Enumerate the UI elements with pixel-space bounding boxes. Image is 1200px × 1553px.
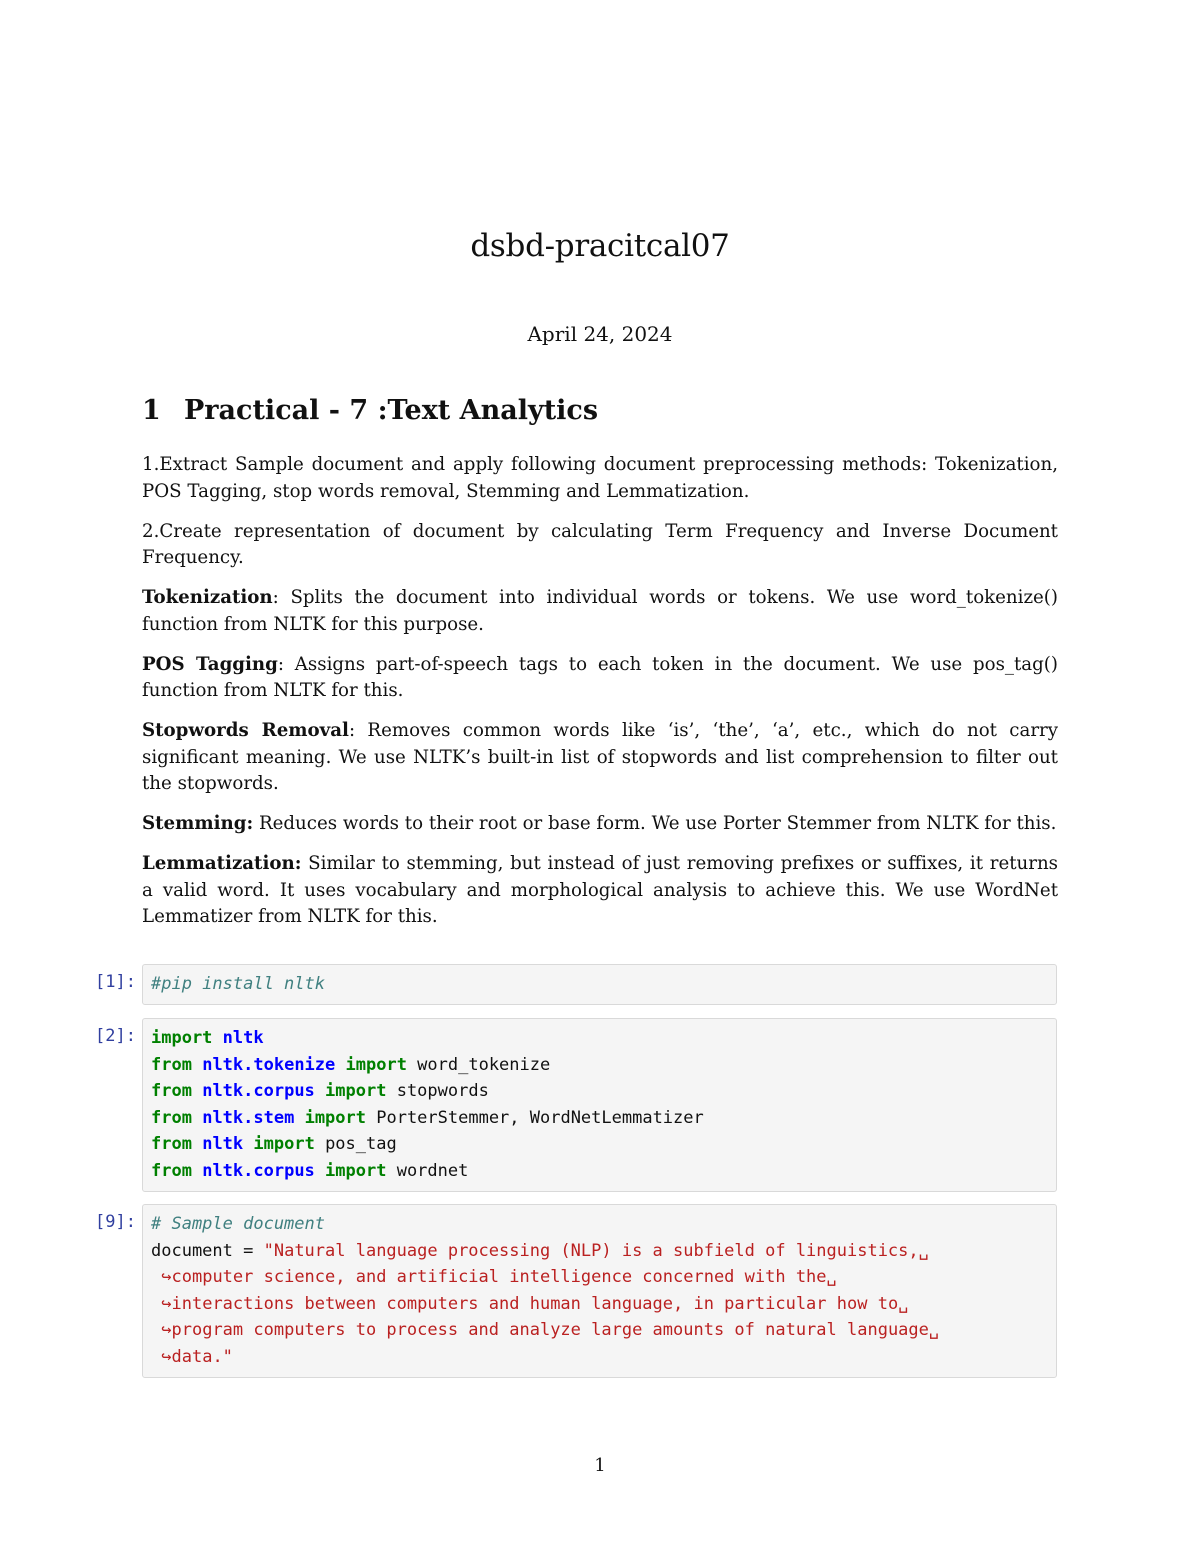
cell-prompt: [9]: xyxy=(95,1212,136,1232)
paragraph-objective-2: 2.Create representation of document by calculating Term Frequency and Inverse Document Frequency. xyxy=(142,520,1058,568)
wrap-end-icon: ␣ xyxy=(826,1267,837,1288)
document-body xyxy=(142,452,1058,944)
cell-prompt: [1]: xyxy=(95,972,136,992)
string-line: program computers to process and analyze large amounts of natural language xyxy=(171,1320,929,1341)
paragraph-lemmatization xyxy=(142,851,1058,931)
term-tokenization: Tokenization xyxy=(142,587,273,608)
code-input[interactable] xyxy=(142,1018,1057,1192)
module-name: nltk xyxy=(202,1134,244,1155)
wrap-start-icon: ↪ xyxy=(161,1346,172,1367)
keyword: import xyxy=(253,1134,315,1155)
term-stemming: Stemming: xyxy=(142,813,254,834)
code-comment: #pip install nltk xyxy=(151,974,325,994)
text-stopwords: : Removes common words like ‘is’, ‘the’, ‘a’, etc., which do not carry significant meaning. We use NLTK’s built-in list of stopwords and list comprehension to filter out the stopwords. xyxy=(142,720,1058,794)
import-names: PorterStemmer, WordNetLemmatizer xyxy=(366,1107,704,1128)
paragraph-stemming xyxy=(142,811,1058,838)
wrap-end-icon: ␣ xyxy=(918,1240,929,1261)
keyword: from xyxy=(151,1160,192,1181)
document-title: dsbd-pracitcal07 xyxy=(470,228,730,264)
string-line: "Natural language processing (NLP) is a subfield of linguistics, xyxy=(263,1240,919,1261)
code-input[interactable] xyxy=(142,1204,1057,1378)
section-number: 1 xyxy=(142,395,161,426)
import-names: stopwords xyxy=(386,1081,489,1102)
wrap-end-icon: ␣ xyxy=(898,1293,909,1314)
module-name: nltk.stem xyxy=(202,1107,295,1128)
term-pos-tagging: POS Tagging xyxy=(142,653,278,675)
module-name: nltk.corpus xyxy=(202,1081,315,1102)
wrap-end-icon: ␣ xyxy=(928,1320,940,1341)
paragraph-objective-1: 1.Extract Sample document and apply following document preprocessing methods: Tokenization, POS Tagging, stop words removal, Stemming and Lemmatization. xyxy=(142,454,1058,502)
text-stemming: Reduces words to their root or base form. We use Porter Stemmer from NLTK for this. xyxy=(253,813,1057,834)
string-line: data." xyxy=(171,1346,233,1367)
text-pos-tagging: : Assigns part-of-speech tags to each token in the document. We use pos_tag() function from NLTK for this. xyxy=(142,653,1058,701)
keyword: from xyxy=(151,1134,192,1155)
keyword: import xyxy=(325,1081,387,1102)
code-input[interactable] xyxy=(142,964,1057,1005)
keyword: from xyxy=(151,1054,192,1075)
string-line: computer science, and artificial intelligence concerned with the xyxy=(171,1267,827,1288)
wrap-start-icon: ↪ xyxy=(161,1320,172,1341)
module-name: nltk.tokenize xyxy=(202,1054,336,1075)
text-tokenization: : Splits the document into individual words or tokens. We use word_tokenize() function from NLTK for this purpose. xyxy=(142,587,1058,635)
document-date: April 24, 2024 xyxy=(527,322,673,346)
page-number: 1 xyxy=(594,1455,606,1476)
variable-name: document xyxy=(151,1240,233,1261)
code-comment: # Sample document xyxy=(151,1214,325,1234)
keyword: import xyxy=(151,1028,213,1048)
cell-prompt: [2]: xyxy=(95,1026,136,1046)
keyword: import xyxy=(325,1160,387,1181)
keyword: from xyxy=(151,1107,192,1128)
paragraph-pos-tagging xyxy=(142,652,1058,705)
module-name: nltk xyxy=(222,1028,264,1048)
term-stopwords: Stopwords Removal xyxy=(142,720,349,741)
import-names: pos_tag xyxy=(314,1134,397,1155)
paragraph-stopwords xyxy=(142,718,1058,798)
keyword: from xyxy=(151,1081,192,1102)
string-line: interactions between computers and human language, in particular how to xyxy=(171,1293,899,1314)
text-lemmatization: Similar to stemming, but instead of just removing prefixes or suffixes, it returns a valid word. It uses vocabulary and morphological analysis to achieve this. We use WordNet Lemmatizer from NLTK for this. xyxy=(142,853,1058,927)
paragraph-tokenization xyxy=(142,585,1058,638)
wrap-start-icon: ↪ xyxy=(161,1267,172,1288)
module-name: nltk.corpus xyxy=(202,1160,315,1181)
keyword: import xyxy=(345,1054,407,1075)
import-names: wordnet xyxy=(386,1160,469,1181)
term-lemmatization: Lemmatization: xyxy=(142,853,302,874)
section-title: Practical - 7 :Text Analytics xyxy=(184,395,599,426)
keyword: import xyxy=(304,1107,366,1128)
wrap-start-icon: ↪ xyxy=(161,1293,172,1314)
section-heading xyxy=(142,395,598,426)
assign-operator: = xyxy=(232,1240,264,1261)
import-names: word_tokenize xyxy=(406,1054,551,1075)
